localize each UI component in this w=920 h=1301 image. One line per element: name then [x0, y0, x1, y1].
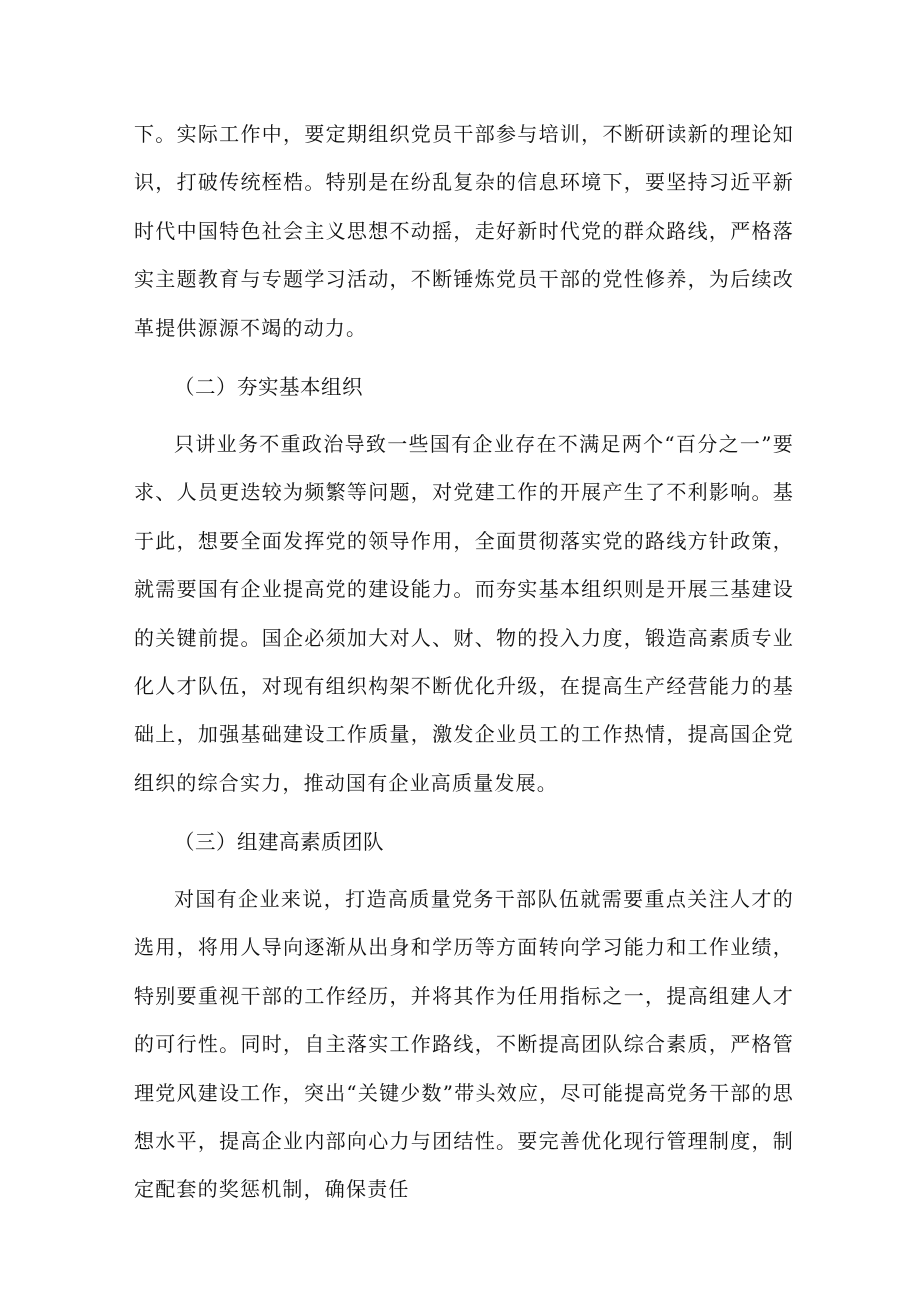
body-paragraph-3: 对国有企业来说，打造高质量党务干部队伍就需要重点关注人才的选用，将用人导向逐渐从出身和学历等方面转向学习能力和工作业绩，特别要重视干部的工作经历，并将其作为任用指标之一，提高组建人才的可行性。同时，自主落实工作路线，不断提高团队综合素质，严格管理党风建设工作，突出“关键少数”带头效应，尽可能提高党务干部的思想水平，提高企业内部向心力与团结性。要完善优化现行管理制度，制定配套的奖惩机制，确保责任: [134, 887, 794, 1202]
section-heading-3: （三）组建高素质团队: [174, 830, 384, 854]
body-paragraph-2: 只讲业务不重政治导致一些国有企业存在不满足两个“百分之一”要求、人员更迭较为频繁等问题，对党建工作的开展产生了不利影响。基于此，想要全面发挥党的领导作用，全面贯彻落实党的路线方针政策，就需要国有企业提高党的建设能力。而夯实基本组织则是开展三基建设的关键前提。国企必须加大对人、财、物的投入力度，锻造高素质专业化人才队伍，对现有组织构架不断优化升级，在提高生产经营能力的基础上，加强基础建设工作质量，激发企业员工的工作热情，提高国企党组织的综合实力，推动国有企业高质量发展。: [134, 432, 794, 795]
section-heading-2: （二）夯实基本组织: [174, 375, 363, 399]
body-paragraph-1: 下。实际工作中，要定期组织党员干部参与培训，不断研读新的理论知识，打破传统桎梏。特别是在纷乱复杂的信息环境下，要坚持习近平新时代中国特色社会主义思想不动摇，走好新时代党的群众路线，严格落实主题教育与专题学习活动，不断锤炼党员干部的党性修养，为后续改革提供源源不竭的动力。: [134, 122, 794, 340]
